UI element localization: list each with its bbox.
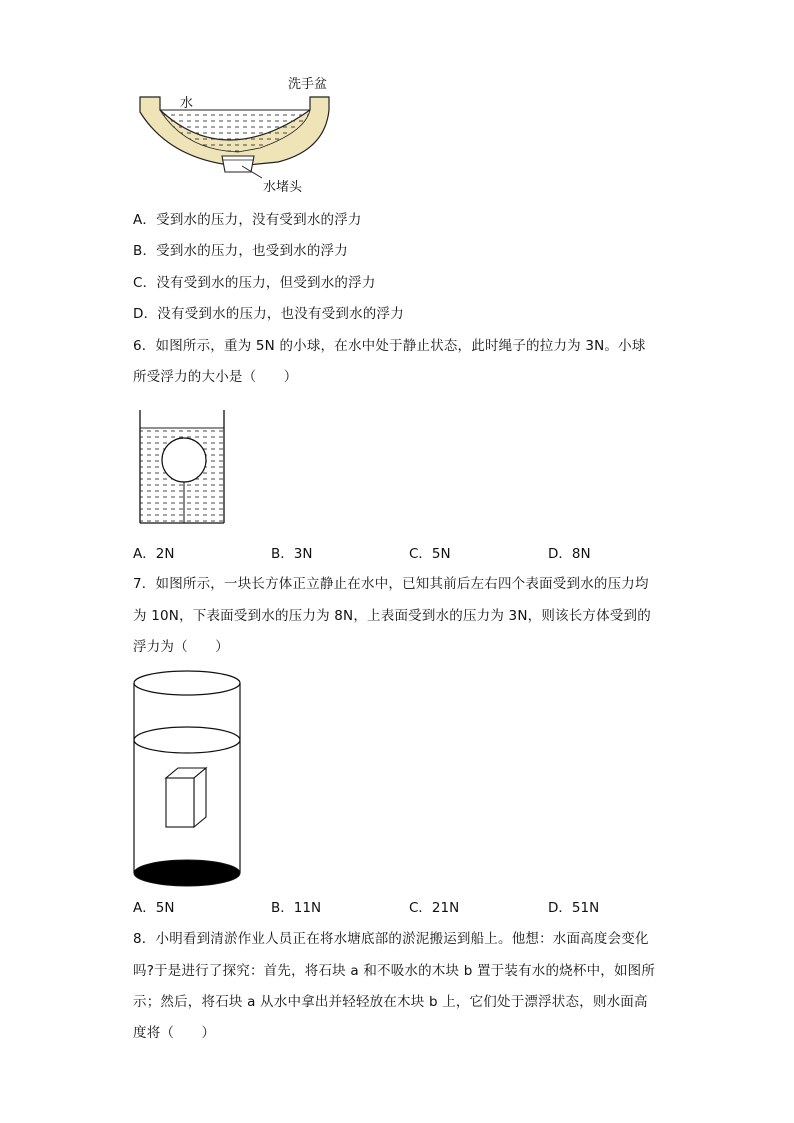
q7-option-d[interactable]: D．51N xyxy=(548,900,600,916)
q6-stem-line-1: 6．如图所示，重为 5N 的小球，在水中处于静止状态，此时绳子的拉力为 3N。小球 xyxy=(133,338,646,354)
q6-option-c[interactable]: C．5N xyxy=(409,546,451,562)
q7-stem-line-3: 浮力为（ ） xyxy=(133,639,229,655)
q5-option-d[interactable]: D．没有受到水的压力，也没有受到水的浮力 xyxy=(133,306,404,322)
water-label: 水 xyxy=(180,96,194,111)
container-bottom xyxy=(134,860,240,886)
plug-icon xyxy=(222,156,254,172)
q7-option-c[interactable]: C．21N xyxy=(409,900,460,916)
q6-stem-line-2: 所受浮力的大小是（ ） xyxy=(133,369,298,385)
q7-option-a[interactable]: A．5N xyxy=(133,900,175,916)
q6-option-d[interactable]: D．8N xyxy=(548,546,591,562)
q7-stem-line-1: 7．如图所示，一块长方体正立静止在水中，已知其前后左右四个表面受到水的压力均 xyxy=(133,576,649,592)
q7-option-b[interactable]: B．11N xyxy=(271,900,322,916)
q5-option-b[interactable]: B．受到水的压力，也受到水的浮力 xyxy=(133,243,348,259)
q6-option-a[interactable]: A．2N xyxy=(133,546,175,562)
plug-label: 水堵头 xyxy=(263,180,303,195)
ball-in-water-figure xyxy=(138,410,228,525)
ball xyxy=(162,438,206,482)
water-surface xyxy=(134,727,240,753)
q8-stem-line-1: 8．小明看到清淤作业人员正在将水塘底部的淤泥搬运到船上。他想：水面高度会变化 xyxy=(133,931,649,947)
cuboid xyxy=(166,768,206,827)
q5-option-a[interactable]: A．受到水的压力，没有受到水的浮力 xyxy=(133,212,362,228)
q5-option-c[interactable]: C．没有受到水的压力，但受到水的浮力 xyxy=(133,275,376,291)
q8-stem-line-3: 示；然后，将石块 a 从水中拿出并轻轻放在木块 b 上，它们处于漂浮状态，则水面高 xyxy=(133,994,648,1010)
q8-stem-line-4: 度将（ ） xyxy=(133,1025,216,1041)
q7-stem-line-2: 为 10N，下表面受到水的压力为 8N，上表面受到水的压力为 3N，则该长方体受到的 xyxy=(133,608,651,624)
basin-label: 洗手盆 xyxy=(288,77,328,92)
q6-option-b[interactable]: B．3N xyxy=(271,546,313,562)
cuboid-in-cylinder-figure xyxy=(132,670,244,890)
wash-basin-figure xyxy=(130,70,350,200)
q8-stem-line-2: 吗?于是进行了探究：首先，将石块 a 和不吸水的木块 b 置于装有水的烧杯中，如图所 xyxy=(133,963,656,979)
